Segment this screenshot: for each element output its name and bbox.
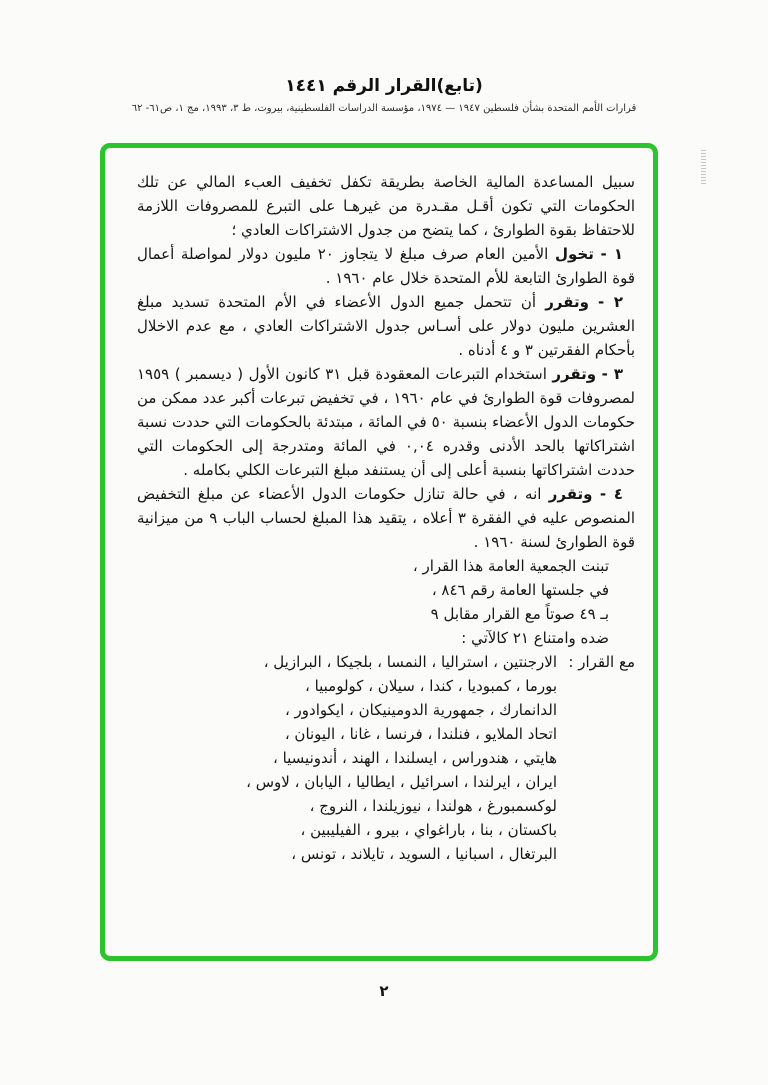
- country-line: الارجنتين ، استراليا ، النمسا ، بلجيكا ، البرازيل ،: [263, 653, 557, 671]
- country-line: البرتغال ، اسبانيا ، السويد ، تايلاند ، تونس ،: [291, 845, 557, 863]
- paragraph-item-1: [137, 242, 635, 290]
- item-lead-word: وتقرر: [552, 365, 597, 383]
- scan-artifact-mark: [701, 150, 706, 186]
- item-number: ٢ -: [598, 293, 623, 311]
- highlight-annotation-box: [100, 143, 658, 961]
- item-number: ٤ -: [599, 485, 623, 503]
- item-text: الأمين العام صرف مبلغ لا يتجاوز ٢٠ مليون دولار لمواصلة أعمال قوة الطوارئ التابعة للأم المتحدة خلال عام ١٩٦٠ .: [137, 245, 635, 287]
- paragraph-item-2: [137, 290, 635, 362]
- country-line: هايتي ، هندوراس ، ايسلندا ، الهند ، أندونيسيا ،: [272, 749, 557, 767]
- country-line: لوكسمبورغ ، هولندا ، نيوزيلندا ، النروج ،: [309, 797, 557, 815]
- vote-label: مع القرار :: [568, 653, 635, 671]
- source-citation: قرارات الأمم المتحدة بشأن فلسطين ١٩٤٧ — ١٩٧٤، مؤسسة الدراسات الفلسطينية، بيروت، ط ٣، ١٩٩٣، مج ١، ص٦١- ٦٢: [131, 103, 637, 114]
- item-number: ٣ -: [601, 365, 623, 383]
- country-line: بورما ، كمبوديا ، كندا ، سيلان ، كولومبيا ،: [304, 677, 557, 695]
- adoption-line: تبنت الجمعية العامة هذا القرار ،: [412, 557, 609, 575]
- item-number: ١ -: [600, 245, 624, 263]
- adoption-line: بـ ٤٩ صوتاً مع القرار مقابل ٩: [430, 605, 609, 623]
- page-title: (تابع)القرار الرقم ١٤٤١: [285, 76, 483, 96]
- country-line: باكستان ، بنا ، باراغواي ، بيرو ، الفيليبين ،: [300, 821, 557, 839]
- paragraph-item-4: [137, 482, 635, 554]
- resolution-text: [137, 170, 635, 866]
- page-number: ٢: [379, 982, 389, 1000]
- country-line: الدانمارك ، جمهورية الدومينيكان ، ايكوادور ،: [284, 701, 557, 719]
- item-lead-word: وتقرر: [548, 485, 593, 503]
- page-header: [0, 76, 768, 114]
- item-text: استخدام التبرعات المعقودة قبل ٣١ كانون الأول ( ديسمبر ) ١٩٥٩ لمصروفات قوة الطوارئ في عام ١٩٦٠ ، في تخفيض تبرعات أكبر عدد ممكن من حكومات الدول الأعضاء بنسبة ٥٠ في المائة ، مبتدئة بالحكومات التي حددت نسبة اشتراكاتها بالحد الأدنى وقدره ٠,٠٤ في المائة ومتدرجة إلى الحكومات التي حددت اشتراكاتها بنسبة أعلى إلى أن يستنفد مبلغ التبرعات الكلي بكامله .: [137, 365, 635, 479]
- country-line: اتحاد الملايو ، فنلندا ، فرنسا ، غانا ، اليونان ،: [284, 725, 557, 743]
- item-lead-word: تخول: [555, 245, 594, 263]
- paragraph-item-3: [137, 362, 635, 482]
- adoption-line: ضده وامتناع ٢١ كالآتي :: [461, 629, 609, 647]
- country-line: ايران ، ايرلندا ، اسرائيل ، ايطاليا ، اليابان ، لاوس ،: [246, 773, 557, 791]
- adoption-line: في جلستها العامة رقم ٨٤٦ ،: [431, 581, 609, 599]
- adoption-note: [137, 554, 635, 650]
- country-list: [137, 650, 557, 866]
- item-lead-word: وتقرر: [545, 293, 589, 311]
- item-text: انه ، في حالة تنازل حكومات الدول الأعضاء عن مبلغ التخفيض المنصوص عليه في الفقرة ٣ أعلاه ، يتقيد هذا المبلغ لحساب الباب ٩ من ميزانية قوة الطوارئ لسنة ١٩٦٠ .: [137, 485, 635, 551]
- vote-breakdown: [137, 650, 635, 866]
- item-text: أن تتحمل جميع الدول الأعضاء في الأم المتحدة تسديد مبلغ العشرين مليون دولار على أسـاس جدول الاشتراكات العادي ، مع عدم الاخلال بأحكام الفقرتين ٣ و ٤ أدناه .: [137, 293, 635, 359]
- paragraph-intro: سبيل المساعدة المالية الخاصة بطريقة تكفل تخفيف العبء المالي عن تلك الحكومات التي تكون أقـل مقـدرة من غيرهـا على التبرع للمصروفات اللازمة للاحتفاظ بقوة الطوارئ ، كما يتضح من جدول الاشتراكات العادي ؛: [137, 173, 635, 239]
